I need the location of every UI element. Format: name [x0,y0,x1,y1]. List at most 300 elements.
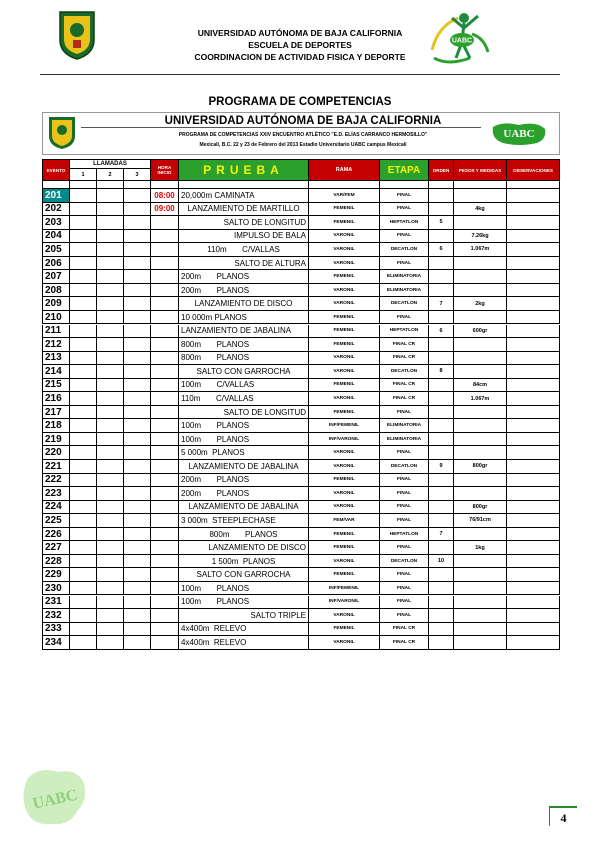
table-row [42,257,560,271]
prueba: IMPULSO DE BALA [179,230,309,244]
llamada-3-cell [124,501,151,515]
orden: 9 [429,460,454,474]
pesos-medidas [454,365,507,379]
hora [151,216,179,230]
pesos-medidas: 76/91cm [454,514,507,528]
llamada-3-cell [124,596,151,610]
orden [429,379,454,393]
llamada-3-cell [124,284,151,298]
rama: VARONIL [309,297,380,311]
prueba: LANZAMIENTO DE JABALINA [179,325,309,339]
pesos-medidas [454,474,507,488]
hora [151,474,179,488]
pesos-medidas [454,446,507,460]
prueba: 4x400m RELEVO [179,636,309,650]
etapa: FINAL [380,514,429,528]
pesos-medidas: 2kg [454,297,507,311]
llamada-3-cell [124,189,151,203]
prueba: LANZAMIENTO DE JABALINA [179,501,309,515]
program-title: PROGRAMA DE COMPETENCIAS [208,96,392,108]
uabc-logo-text: UABC [503,128,535,140]
llamada-3-cell [124,433,151,447]
etapa: HEPTATLON [380,216,429,230]
observaciones-cell [507,216,560,230]
llamada-1-cell [70,203,97,217]
etapa: FINAL [380,596,429,610]
col-rama: RAMA [309,159,380,181]
llamada-2-cell [97,487,124,501]
prueba: 20,000m CAMINATA [179,189,309,203]
ev: 226 [42,528,70,542]
prueba: 200m PLANOS [179,487,309,501]
llamada-1-cell [70,325,97,339]
rama: VARONIL [309,487,380,501]
etapa: DECATLON [380,297,429,311]
etapa: FINAL CR [380,352,429,366]
table-row [42,568,560,582]
etapa: DECATLON [380,555,429,569]
ev: 207 [42,270,70,284]
orden [429,433,454,447]
col-hora: HORA INICIO [151,159,179,181]
prueba: LANZAMIENTO DE MARTILLO [179,203,309,217]
pesos-medidas [454,189,507,203]
prueba: 10 000m PLANOS [179,311,309,325]
llamada-1-cell [70,365,97,379]
observaciones-cell [507,365,560,379]
etapa: FINAL [380,474,429,488]
etapa: FINAL [380,582,429,596]
table-row [42,311,560,325]
orden [429,636,454,650]
etapa: FINAL [380,446,429,460]
llamada-3-cell [124,514,151,528]
ev: 213 [42,352,70,366]
observaciones-cell [507,487,560,501]
etapa: FINAL [380,189,429,203]
llamada-2-cell [97,623,124,637]
llamada-1-cell [70,555,97,569]
table-row [42,474,560,488]
pesos-medidas: 4kg [454,203,507,217]
llamada-2-cell [97,636,124,650]
orden [429,352,454,366]
llamada-2: 2 [97,169,124,180]
rama: VARONIL [309,257,380,271]
llamada-1-cell [70,189,97,203]
observaciones-cell [507,352,560,366]
llamada-1-cell [70,216,97,230]
ev: 231 [42,596,70,610]
prueba: 800m PLANOS [179,338,309,352]
rama: VARONIL [309,501,380,515]
llamada-3-cell [124,406,151,420]
etapa: FINAL [380,501,429,515]
llamada-3-cell [124,230,151,244]
col-observaciones: OBSERVACIONES [507,159,560,181]
llamada-3-cell [124,541,151,555]
hora [151,501,179,515]
observaciones-cell [507,528,560,542]
orden [429,419,454,433]
orden [429,446,454,460]
llamada-1-cell [70,514,97,528]
ev: 233 [42,623,70,637]
llamada-1-cell [70,230,97,244]
llamada-3-cell [124,270,151,284]
observaciones-cell [507,460,560,474]
banner-title: UNIVERSIDAD AUTÓNOMA DE BAJA CALIFORNIA [164,115,442,127]
rama: VARONIL [309,609,380,623]
observaciones-cell [507,596,560,610]
orden [429,406,454,420]
orden: 7 [429,528,454,542]
observaciones-cell [507,311,560,325]
ev: 205 [42,243,70,257]
ev: 225 [42,514,70,528]
etapa: ELIMINATORIA [380,419,429,433]
llamada-3-cell [124,216,151,230]
etapa: FINAL CR [380,623,429,637]
llamada-2-cell [97,406,124,420]
ev: 210 [42,311,70,325]
prueba: SALTO DE ALTURA [179,257,309,271]
hora [151,596,179,610]
ev: 214 [42,365,70,379]
llamada-2-cell [97,284,124,298]
llamada-2-cell [97,379,124,393]
hora [151,325,179,339]
rama: VARONIL [309,446,380,460]
hora [151,609,179,623]
pesos-medidas [454,352,507,366]
col-orden: ORDEN [429,159,454,181]
rama: FEMENIL [309,474,380,488]
orden [429,311,454,325]
hora [151,419,179,433]
llamada-1-cell [70,297,97,311]
rama: VARONIL [309,352,380,366]
ev: 227 [42,541,70,555]
llamada-1-cell [70,623,97,637]
pesos-medidas [454,338,507,352]
llamada-3-cell [124,623,151,637]
rama: VARONIL [309,555,380,569]
observaciones-cell [507,501,560,515]
table-row [42,270,560,284]
hora [151,582,179,596]
ev: 221 [42,460,70,474]
hora [151,528,179,542]
rama: FEMENIL [309,623,380,637]
orden: 6 [429,325,454,339]
llamada-1-cell [70,352,97,366]
llamada-2-cell [97,528,124,542]
table-header-row [42,159,560,181]
hora [151,487,179,501]
etapa: ELIMINATORIA [380,433,429,447]
table-row [42,623,560,637]
observaciones-cell [507,189,560,203]
pesos-medidas [454,596,507,610]
etapa: FINAL [380,257,429,271]
prueba: 200m PLANOS [179,284,309,298]
ev: 215 [42,379,70,393]
pesos-medidas: 84cm [454,379,507,393]
table-row [42,325,560,339]
etapa: FINAL [380,568,429,582]
prueba: SALTO TRIPLE [179,609,309,623]
prueba: LANZAMIENTO DE JABALINA [179,460,309,474]
etapa: FINAL [380,541,429,555]
orden [429,392,454,406]
etapa: FINAL CR [380,392,429,406]
table-row [42,433,560,447]
hora [151,555,179,569]
orden [429,270,454,284]
pesos-medidas [454,487,507,501]
observaciones-cell [507,433,560,447]
pesos-medidas: 800gr [454,460,507,474]
header-university: UNIVERSIDAD AUTÓNOMA DE BAJA CALIFORNIA [197,28,403,38]
etapa: FINAL [380,609,429,623]
hora [151,311,179,325]
table-row [42,284,560,298]
llamada-1-cell [70,284,97,298]
col-etapa: ETAPA [380,159,429,181]
footer-uabc-logo [18,764,90,830]
llamada-1-cell [70,636,97,650]
table-row [42,582,560,596]
pesos-medidas: 1.067m [454,392,507,406]
prueba: 100m PLANOS [179,596,309,610]
ev: 209 [42,297,70,311]
table-spacer-row [42,181,560,189]
prueba: 800m PLANOS [179,352,309,366]
rama: FEMENIL [309,338,380,352]
ev: 204 [42,230,70,244]
table-row [42,230,560,244]
observaciones-cell [507,297,560,311]
llamada-1-cell [70,379,97,393]
llamada-3-cell [124,325,151,339]
llamada-2-cell [97,541,124,555]
rama: VAR/FEM [309,189,380,203]
llamada-2-cell [97,243,124,257]
ev: 229 [42,568,70,582]
llamada-3-cell [124,243,151,257]
rama: INF/VARONIL [309,596,380,610]
observaciones-cell [507,379,560,393]
observaciones-cell [507,636,560,650]
hora [151,284,179,298]
observaciones-cell [507,392,560,406]
table-row [42,419,560,433]
table-row [42,216,560,230]
llamada-3-cell [124,636,151,650]
rama: VARONIL [309,460,380,474]
etapa: FINAL CR [380,338,429,352]
ev: 218 [42,419,70,433]
llamada-1-cell [70,582,97,596]
llamada-2-cell [97,609,124,623]
orden: 10 [429,555,454,569]
ev: 232 [42,609,70,623]
llamada-1-cell [70,257,97,271]
pesos-medidas: 800gr [454,501,507,515]
pesos-medidas [454,419,507,433]
ev: 211 [42,325,70,339]
llamada-2-cell [97,555,124,569]
observaciones-cell [507,406,560,420]
orden [429,501,454,515]
table-row [42,338,560,352]
rama: FEMENIL [309,311,380,325]
pesos-medidas [454,555,507,569]
orden [429,203,454,217]
pesos-medidas [454,257,507,271]
hora [151,243,179,257]
pesos-medidas [454,609,507,623]
llamada-3-cell [124,582,151,596]
llamada-1-cell [70,501,97,515]
hora [151,406,179,420]
col-pesos-medidas: PESOS Y MEDIDAS [454,159,507,181]
hora [151,514,179,528]
observaciones-cell [507,270,560,284]
col-prueba: PRUEBA [179,159,309,181]
llamada-2-cell [97,365,124,379]
rama: VARONIL [309,392,380,406]
llamada-1-cell [70,474,97,488]
prueba: SALTO DE LONGITUD [179,406,309,420]
llamada-3-cell [124,311,151,325]
hora [151,636,179,650]
prueba: 4x400m RELEVO [179,623,309,637]
llamada-1-cell [70,433,97,447]
prueba: 100m C/VALLAS [179,379,309,393]
prueba: 5 000m PLANOS [179,446,309,460]
hora [151,568,179,582]
orden: 7 [429,297,454,311]
llamada-1-cell [70,609,97,623]
llamada-2-cell [97,338,124,352]
ev: 228 [42,555,70,569]
hora [151,379,179,393]
llamada-2-cell [97,419,124,433]
etapa: ELIMINATORIA [380,284,429,298]
llamada-2-cell [97,311,124,325]
footer-logo-text: UABC [31,786,80,813]
observaciones-cell [507,609,560,623]
hora [151,257,179,271]
etapa: FINAL [380,487,429,501]
observaciones-cell [507,568,560,582]
llamada-3-cell [124,474,151,488]
llamada-3-cell [124,487,151,501]
llamada-3-cell [124,365,151,379]
etapa: FINAL [380,203,429,217]
rama: FEMENIL [309,203,380,217]
ev: 201 [42,189,70,203]
ev: 212 [42,338,70,352]
llamada-2-cell [97,568,124,582]
pesos-medidas [454,568,507,582]
llamada-2-cell [97,460,124,474]
ev: 217 [42,406,70,420]
hora [151,460,179,474]
orden [429,189,454,203]
llamada-3-cell [124,379,151,393]
llamada-3-cell [124,203,151,217]
hora [151,297,179,311]
observaciones-cell [507,419,560,433]
llamada-1-cell [70,406,97,420]
llamada-1-cell [70,487,97,501]
orden [429,541,454,555]
prueba: LANZAMIENTO DE DISCO [179,297,309,311]
orden: 6 [429,243,454,257]
ev: 203 [42,216,70,230]
orden [429,284,454,298]
llamadas-label: LLAMADAS [70,160,150,169]
ev: 234 [42,636,70,650]
prueba: 800m PLANOS [179,528,309,542]
rama: INF/FEMENIL [309,419,380,433]
llamada-2-cell [97,514,124,528]
etapa: FINAL [380,311,429,325]
llamada-2-cell [97,501,124,515]
hora: 09:00 [151,203,179,217]
table-row [42,446,560,460]
llamada-3-cell [124,446,151,460]
llamada-2-cell [97,446,124,460]
etapa: FINAL CR [380,379,429,393]
pesos-medidas [454,433,507,447]
llamada-1-cell [70,311,97,325]
ev: 202 [42,203,70,217]
mascot-label: UABC [451,37,473,45]
llamada-2-cell [97,433,124,447]
llamada-3-cell [124,392,151,406]
hora [151,541,179,555]
page-number: 4 [549,806,577,826]
table-row [42,297,560,311]
etapa: FINAL [380,230,429,244]
etapa: HEPTATLON [380,325,429,339]
pesos-medidas [454,636,507,650]
observaciones-cell [507,541,560,555]
header-divider [40,74,560,75]
banner-shield-logo [48,116,76,150]
col-evento: EVENTO [42,159,70,181]
table-row [42,528,560,542]
table-row [42,460,560,474]
rama: FEMENIL [309,528,380,542]
llamada-2-cell [97,352,124,366]
llamada-3-cell [124,297,151,311]
llamada-2-cell [97,257,124,271]
table-row [42,189,560,203]
llamada-3-cell [124,555,151,569]
prueba: 3 000m STEEPLECHASE [179,514,309,528]
orden [429,230,454,244]
banner-subtitle: PROGRAMA DE COMPETENCIAS XXIV ENCUENTRO ATLÉTICO "E.D. ELÍAS CARRANCO HERMOSILLO" [178,132,428,138]
university-shield-logo [58,10,96,60]
table-row [42,501,560,515]
rama: INF/FEMENIL [309,582,380,596]
orden [429,623,454,637]
